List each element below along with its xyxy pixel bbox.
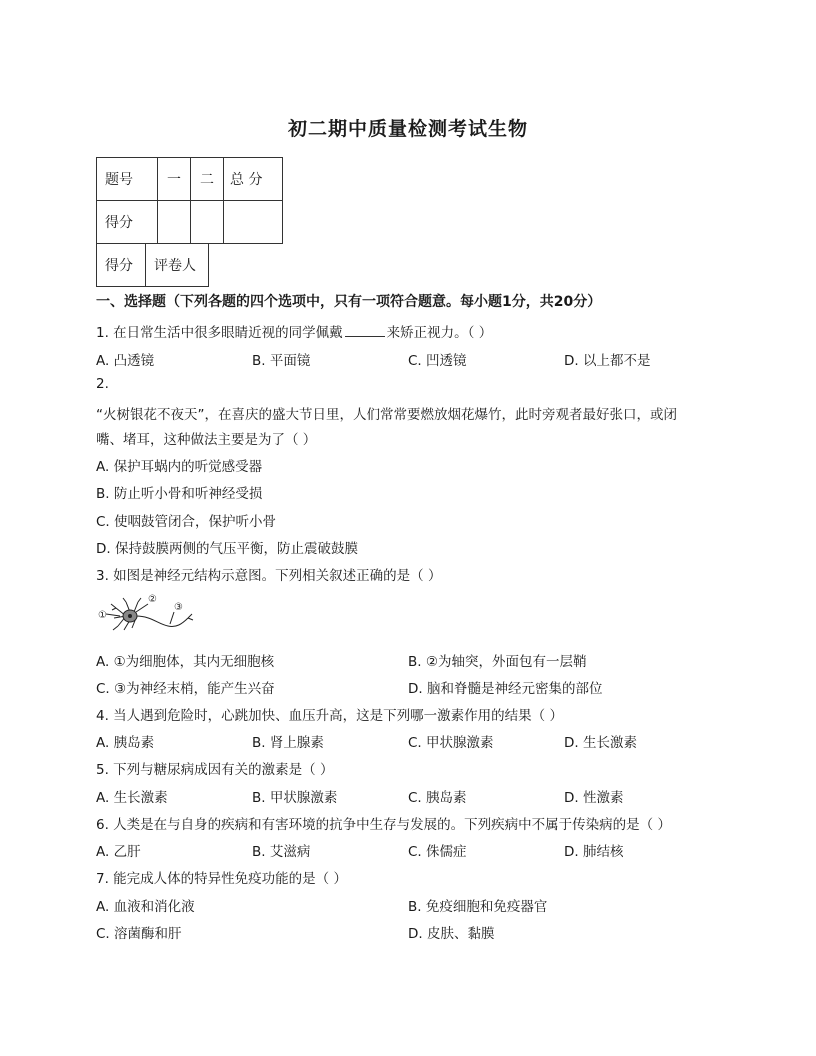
option[interactable]: A. 凸透镜 bbox=[96, 353, 155, 369]
question-2-number: 2. bbox=[96, 376, 109, 392]
question-1-stem bbox=[96, 321, 492, 341]
score-cell: 一 bbox=[158, 158, 191, 201]
question-1-stem-b: 来矫正视力。（ ） bbox=[386, 325, 493, 341]
option[interactable]: B. ②为轴突，外面包有一层鞘 bbox=[408, 654, 587, 670]
option[interactable]: C. 使咽鼓管闭合，保护听小骨 bbox=[96, 514, 277, 530]
score-cell: 得分 bbox=[97, 201, 158, 244]
option[interactable]: B. 肾上腺素 bbox=[252, 735, 324, 751]
score-table bbox=[96, 157, 283, 244]
score-cell: 二 bbox=[191, 158, 224, 201]
option[interactable]: C. 溶菌酶和肝 bbox=[96, 926, 182, 942]
score-table-header-row bbox=[97, 158, 283, 201]
option[interactable]: A. 血液和消化液 bbox=[96, 899, 195, 915]
question-4-stem: 4. 当人遇到危险时，心跳加快、血压升高，这是下列哪一激素作用的结果（ ） bbox=[96, 708, 563, 724]
score-table-score-row bbox=[97, 201, 283, 244]
grader-table bbox=[96, 243, 209, 287]
option[interactable]: B. 平面镜 bbox=[252, 353, 311, 369]
option[interactable]: A. 乙肝 bbox=[96, 844, 141, 860]
neuron-diagram bbox=[96, 590, 196, 638]
question-1-stem-a: 1. 在日常生活中很多眼睛近视的同学佩戴 bbox=[96, 325, 343, 341]
option[interactable]: A. 胰岛素 bbox=[96, 735, 155, 751]
option[interactable]: B. 艾滋病 bbox=[252, 844, 311, 860]
option[interactable]: C. 甲状腺激素 bbox=[408, 735, 494, 751]
score-cell[interactable] bbox=[158, 201, 191, 244]
option[interactable]: D. 肺结核 bbox=[564, 844, 624, 860]
question-3-stem: 3. 如图是神经元结构示意图。下列相关叙述正确的是（ ） bbox=[96, 568, 442, 584]
figure-label-1: ① bbox=[98, 610, 107, 621]
option[interactable]: C. 侏儒症 bbox=[408, 844, 467, 860]
option[interactable]: D. 脑和脊髓是神经元密集的部位 bbox=[408, 681, 603, 697]
option[interactable]: D. 以上都不是 bbox=[564, 353, 651, 369]
answer-blank[interactable] bbox=[345, 336, 385, 337]
section-heading: 一、选择题（下列各题的四个选项中，只有一项符合题意。每小题1分，共20分） bbox=[96, 294, 602, 310]
score-cell[interactable] bbox=[224, 201, 283, 244]
option[interactable]: A. 保护耳蜗内的听觉感受器 bbox=[96, 459, 263, 475]
grader-cell: 评卷人 bbox=[146, 244, 209, 287]
option[interactable]: D. 皮肤、黏膜 bbox=[408, 926, 495, 942]
question-5-stem: 5. 下列与糖尿病成因有关的激素是（ ） bbox=[96, 762, 334, 778]
figure-label-2: ② bbox=[148, 594, 157, 605]
option[interactable]: A. ①为细胞体，其内无细胞核 bbox=[96, 654, 275, 670]
option[interactable]: D. 保持鼓膜两侧的气压平衡，防止震破鼓膜 bbox=[96, 541, 358, 557]
option[interactable]: D. 性激素 bbox=[564, 790, 624, 806]
option[interactable]: C. 胰岛素 bbox=[408, 790, 467, 806]
question-2-stem-line1: “火树银花不夜天”，在喜庆的盛大节日里，人们常常要燃放烟花爆竹，此时旁观者最好张口，或闭 bbox=[96, 407, 677, 423]
option[interactable]: C. ③为神经末梢，能产生兴奋 bbox=[96, 681, 275, 697]
option[interactable]: C. 凹透镜 bbox=[408, 353, 467, 369]
score-cell: 总 分 bbox=[224, 158, 283, 201]
figure-label-3: ③ bbox=[174, 602, 183, 613]
grader-cell: 得分 bbox=[97, 244, 146, 287]
question-7-stem: 7. 能完成人体的特异性免疫功能的是（ ） bbox=[96, 871, 347, 887]
option[interactable]: B. 免疫细胞和免疫器官 bbox=[408, 899, 548, 915]
question-2-stem-line2: 嘴、堵耳，这种做法主要是为了（ ） bbox=[96, 432, 317, 448]
option[interactable]: D. 生长激素 bbox=[564, 735, 637, 751]
question-6-stem: 6. 人类是在与自身的疾病和有害环境的抗争中生存与发展的。下列疾病中不属于传染病的是（ ） bbox=[96, 817, 671, 833]
score-cell[interactable] bbox=[191, 201, 224, 244]
option[interactable]: B. 防止听小骨和听神经受损 bbox=[96, 486, 263, 502]
exam-title: 初二期中质量检测考试生物 bbox=[287, 118, 528, 140]
option[interactable]: A. 生长激素 bbox=[96, 790, 168, 806]
score-cell: 题号 bbox=[97, 158, 158, 201]
option[interactable]: B. 甲状腺激素 bbox=[252, 790, 338, 806]
